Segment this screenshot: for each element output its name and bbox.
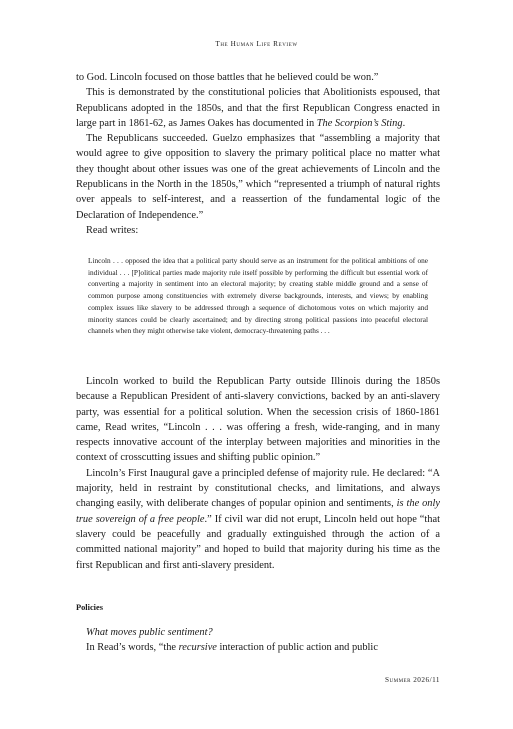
paragraph: Read writes: bbox=[86, 224, 139, 236]
running-header bbox=[0, 40, 513, 48]
paragraph: Lincoln’s First Inaugural gave a principled defense of majority rule. He declared: “A majority, held in restraint by constitutional checks, and limitations, and always changing easily, with deliberate changes of popular opinion and sentiments, is the only true sovereign of a free people.” If civil war did not erupt, Lincoln held out hope “that slavery could be peacefully and gradually extinguished through the action of a committed national majority” and hoped to build that majority during his time as the first Republican and first anti-slavery president. bbox=[76, 467, 440, 571]
running-title: The Human Life Review bbox=[215, 40, 298, 48]
paragraph: What moves public sentiment? bbox=[86, 627, 213, 638]
emphasis: is the only true sovereign of a free people bbox=[76, 498, 440, 525]
book-title: The Scorpion’s Sting bbox=[316, 117, 403, 129]
paragraph: This is demonstrated by the constitutional policies that Abolitionists espoused, that Republicans adopted in the 1850s, and that the first Republican Congress enacted in large part in 1861-62, as James Oakes has documented in The Scorpion’s Sting. bbox=[76, 87, 440, 129]
paragraph: to God. Lincoln focused on those battles that he believed could be won.” bbox=[76, 72, 379, 83]
quote-text: Lincoln . . . opposed the idea that a political party should serve as an instrument for the political ambitions of one individual . . . [P]olitical parties made majority rule itself possible by performing the difficult but essential work of converting a majority in sentiment into an electoral majority; by creating stable middle ground and a sense of common purpose among constituencies with extremely diverse backgrounds, interests, and views; by enabling complex issues like slavery to be addressed through a sequence of dichotomous votes on which majority and minority stances could be clearly ascertained; and by directing strong political passions into peaceful electoral channels when they might otherwise take violent, democracy-threatening paths . . . bbox=[88, 256, 428, 336]
section-heading: Policies bbox=[76, 603, 103, 612]
paragraph: In Read’s words, “the recursive interaction of public action and public bbox=[86, 642, 378, 654]
body-block-bottom bbox=[76, 625, 440, 656]
body-block-top bbox=[76, 70, 440, 238]
block-quote bbox=[88, 255, 428, 337]
page-folio: Summer 2026/11 bbox=[385, 676, 440, 684]
body-block-middle bbox=[76, 374, 440, 573]
paragraph: The Republicans succeeded. Guelzo emphasizes that “assembling a majority that would agree to give opposition to slavery the primary political place no matter what they thought about other issues was one of the great achievements of Lincoln and the Republicans in the North in the 1850s,” which “represented a triumph of natural rights over appeals to self-interest, and a reassertion of the fundamental logic of the Declaration of Independence.” bbox=[76, 133, 440, 221]
paragraph: Lincoln worked to build the Republican Party outside Illinois during the 1850s because a Republican President of anti-slavery convictions, backed by an anti-slavery party, was essential for a political solution. When the secession crisis of 1860-1861 came, Read writes, “Lincoln . . . was offering a fresh, wide-ranging, and in many respects innovative account of the interplay between majorities and minorities in the context of crosscutting issues and shifting public opinion.” bbox=[76, 376, 440, 464]
emphasis: recursive bbox=[178, 642, 217, 654]
